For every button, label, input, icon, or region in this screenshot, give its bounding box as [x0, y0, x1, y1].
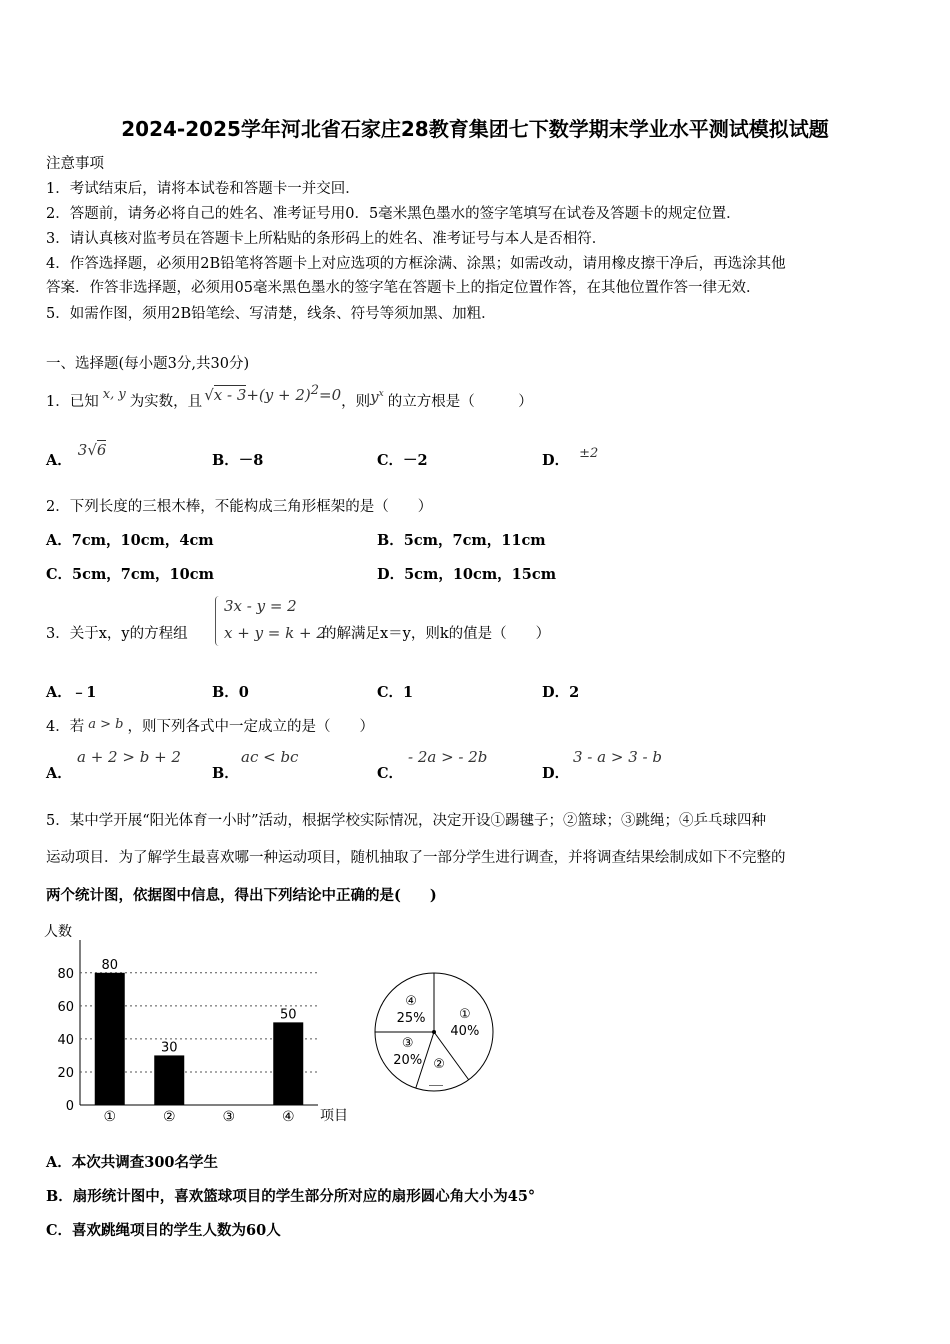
y-tick-label: 80	[57, 966, 74, 982]
bar-data-label: 30	[160, 1040, 178, 1056]
q2-stem: 2．下列长度的三根木棒，不能构成三角形框架的是（ ）	[46, 499, 433, 515]
bar	[273, 1022, 303, 1105]
notice-heading: 注意事项	[46, 156, 104, 172]
q3-brace	[215, 596, 220, 646]
q1-equation: $√x - 3+(y + 2)^2=0$	[204, 383, 342, 404]
q5-line: 运动项目．为了解学生最喜欢哪一种运动项目，随机抽取了一部分学生进行调查，并将调查结果绘制成如下不完整的	[46, 850, 786, 866]
q3-option-b: B．0	[212, 684, 249, 701]
q5-option-b: B．扇形统计图中，喜欢篮球项目的学生部分所对应的扇形圆心角大小为45°	[46, 1188, 536, 1205]
q1-number: 1．	[46, 394, 70, 410]
section-heading: 一、选择题(每小题3分,共30分)	[46, 356, 250, 372]
q1-eq-rest: +(y + 2)	[246, 386, 311, 404]
pie-slice-percent: 20%	[393, 1053, 423, 1069]
q1-eq-end: =0	[319, 386, 342, 404]
q4-option-d-label: D．	[542, 765, 570, 782]
q1-text: 的立方根是（ ）	[387, 394, 533, 410]
pie-slice-label: ③	[401, 1036, 414, 1052]
q3-stem-post: 的解满足x＝y，则k的值是（ ）	[322, 626, 551, 642]
notice-item: 答案．作答非选择题，必须用05毫米黑色墨水的签字笔在答题卡上的指定位置作答，在其他位置作答一律无效．	[46, 280, 761, 296]
notice-item: 4．作答选择题，必须用2B铅笔将答题卡上对应选项的方框涂满、涂黑；如需改动，请用橡皮擦干净后，再选涂其他	[46, 256, 786, 272]
q4-option-b-label: B．	[212, 765, 239, 782]
q3-option-d: D．2	[542, 684, 580, 701]
pie-chart-slices	[375, 973, 493, 1091]
q1-text: 已知	[69, 394, 99, 410]
bar-chart	[40, 918, 370, 1133]
q4-option-c-label: C．	[377, 765, 404, 782]
bar	[95, 973, 125, 1105]
q1-option-c: C．－2	[377, 452, 428, 469]
page-title: 2024-2025学年河北省石家庄28教育集团七下数学期末学业水平测试模拟试题	[121, 117, 829, 141]
y-tick-label: 60	[57, 999, 74, 1015]
x-tick-label: ③	[222, 1109, 236, 1125]
q2-option-b: B．5cm，7cm，11cm	[377, 532, 546, 549]
q4-option-a: a + 2 > b + 2	[77, 748, 181, 766]
q5-option-c: C．喜欢跳绳项目的学生人数为60人	[46, 1222, 281, 1239]
q3-equation-1: 3x - y = 2	[224, 597, 297, 615]
notice-item: 2．答题前，请务必将自己的姓名、准考证号用0．5毫米黑色墨水的签字笔填写在试卷及答题卡的规定位置．	[46, 206, 741, 222]
q2-option-c: C．5cm，7cm，10cm	[46, 566, 214, 583]
q3-equation-2: x + y = k + 2	[224, 624, 326, 642]
q1-radicand: x - 3	[213, 386, 247, 404]
bar-data-label: 80	[101, 957, 119, 973]
y-tick-label: 0	[65, 1099, 74, 1114]
q5-option-a: A．本次共调查300名学生	[46, 1154, 219, 1171]
q4-option-b: ac < bc	[241, 748, 299, 766]
q4-stem: 4．若 a > b ，则下列各式中一定成立的是（ ）	[46, 717, 374, 735]
pie-slice-label: ④	[405, 994, 417, 1010]
q5-line: 5．某中学开展“阳光体育一小时”活动，根据学校实际情况，决定开设①踢毽子；②篮球；③跳绳；④乒乓球四种	[46, 813, 767, 829]
q1-text: 为实数，且	[129, 394, 203, 410]
q4-option-d: 3 - a > 3 - b	[573, 748, 662, 766]
q5-line: 两个统计图，依据图中信息，得出下列结论中正确的是( )	[46, 887, 437, 904]
q1-text: ，则	[341, 394, 371, 410]
pie-blank-mark: ＿	[429, 1072, 443, 1088]
q3-option-a: A．﹣1	[46, 684, 97, 701]
q4-option-a-label: A．	[46, 765, 72, 782]
x-tick-label: ②	[162, 1109, 176, 1125]
q1-exp: 2	[310, 383, 320, 398]
pie-slice-percent: 25%	[396, 1011, 426, 1027]
y-tick-label: 40	[57, 1032, 74, 1048]
pie-slice-label: ②	[433, 1057, 445, 1073]
q1-vars: x, y	[102, 387, 126, 402]
bar-chart-bars	[95, 958, 304, 1105]
q1-option-a: A．3√6	[46, 441, 107, 469]
bar-chart-ylabel: 人数	[44, 924, 72, 940]
y-tick-label: 20	[57, 1065, 74, 1081]
q2-option-d: D．5cm，10cm，15cm	[377, 566, 557, 583]
x-tick-label: ①	[103, 1109, 117, 1125]
bar-chart-categories	[103, 1109, 294, 1125]
x-tick-label: ④	[281, 1109, 295, 1125]
q4-condition: a > b	[88, 717, 124, 732]
q1-option-b: B．－8	[212, 452, 264, 469]
q1-yx: $y^x$	[370, 388, 384, 406]
pie-center	[432, 1030, 436, 1034]
pie-slice-percent: 40%	[450, 1023, 480, 1039]
pie-slice-label: ①	[459, 1006, 471, 1022]
notice-item: 5．如需作图，须用2B铅笔绘、写清楚，线条、符号等须加黑、加粗．	[46, 306, 496, 322]
q1-stem	[46, 383, 533, 411]
q4-option-c: - 2a > - 2b	[408, 748, 488, 766]
bar-data-label: 50	[279, 1007, 297, 1023]
q2-option-a: A．7cm，10cm，4cm	[46, 532, 214, 549]
q1-option-d: D． ±2	[542, 446, 599, 469]
bar-chart-xlabel: 项目	[320, 1108, 348, 1124]
q3-option-c: C．1	[377, 684, 414, 701]
notice-item: 3．请认真核对监考员在答题卡上所粘贴的条形码上的姓名、准考证号与本人是否相符．	[46, 231, 607, 247]
pie-chart	[365, 968, 505, 1098]
notice-item: 1．考试结束后，请将本试卷和答题卡一并交回．	[46, 181, 360, 197]
q3-stem-pre: 3．关于x，y的方程组	[46, 626, 188, 642]
bar-chart-yticks	[57, 967, 74, 1114]
bar	[154, 1055, 184, 1105]
